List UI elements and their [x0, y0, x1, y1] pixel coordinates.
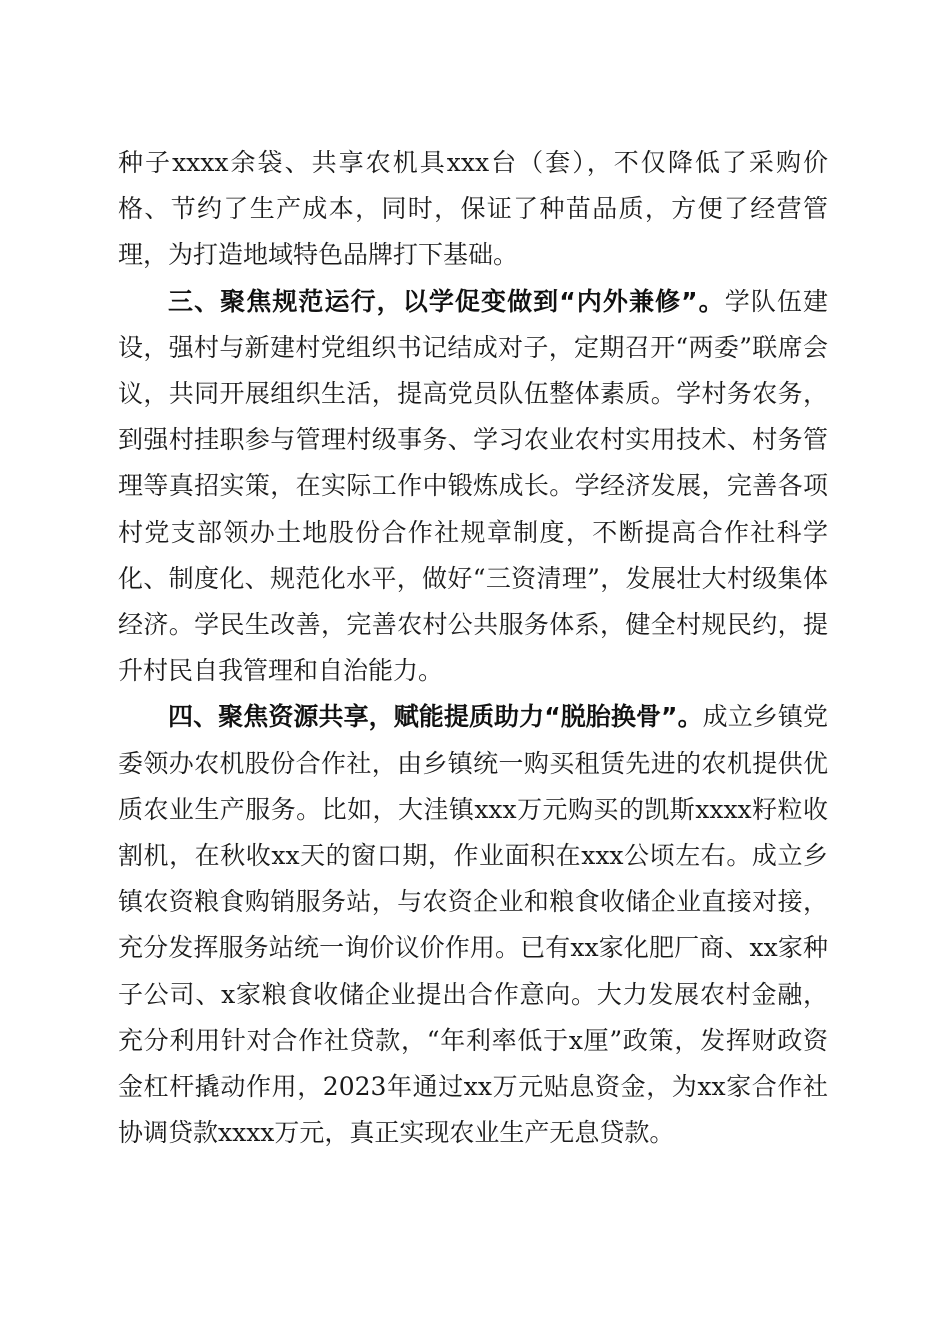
document-body: [118, 140, 828, 1156]
section-4-body: 成立乡镇党委领办农机股份合作社，由乡镇统一购买租赁先进的农机提供优质农业生产服务。比如，大洼镇xxx万元购买的凯斯xxxx籽粒收割机，在秋收xx天的窗口期，作业面积在xxx公顷左右。成立乡镇农资粮食购销服务站，与农资企业和粮食收储企业直接对接，充分发挥服务站统一询价议价作用。已有xx家化肥厂商、xx家种子公司、x家粮食收储企业提出合作意向。大力发展农村金融，充分利用针对合作社贷款，“年利率低于x厘”政策，发挥财政资金杠杆撬动作用，2023年通过xx万元贴息资金，为xx家合作社协调贷款xxxx万元，真正实现农业生产无息贷款。: [118, 702, 828, 1148]
paragraph-continued: [118, 140, 828, 279]
paragraph-1-body: 种子xxxx余袋、共享农机具xxx台（套），不仅降低了采购价格、节约了生产成本，同时，保证了种苗品质，方便了经营管理，为打造地域特色品牌打下基础。: [118, 148, 828, 270]
section-3-body: 学队伍建设，强村与新建村党组织书记结成对子，定期召开“两委”联席会议，共同开展组织生活，提高党员队伍整体素质。学村务农务，到强村挂职参与管理村级事务、学习农业农村实用技术、村务管理等真招实策，在实际工作中锻炼成长。学经济发展，完善各项村党支部领办土地股份合作社规章制度，不断提高合作社科学化、制度化、规范化水平，做好“三资清理”，发展壮大村级集体经济。学民生改善，完善农村公共服务体系，健全村规民约，提升村民自我管理和自治能力。: [118, 286, 828, 686]
paragraph-section-4: [118, 694, 828, 1156]
section-3-heading: 三、聚焦规范运行，以学促变做到“内外兼修”。: [168, 286, 725, 316]
paragraph-section-3: [118, 279, 828, 695]
section-4-heading: 四、聚焦资源共享，赋能提质助力“脱胎换骨”。: [168, 702, 703, 732]
